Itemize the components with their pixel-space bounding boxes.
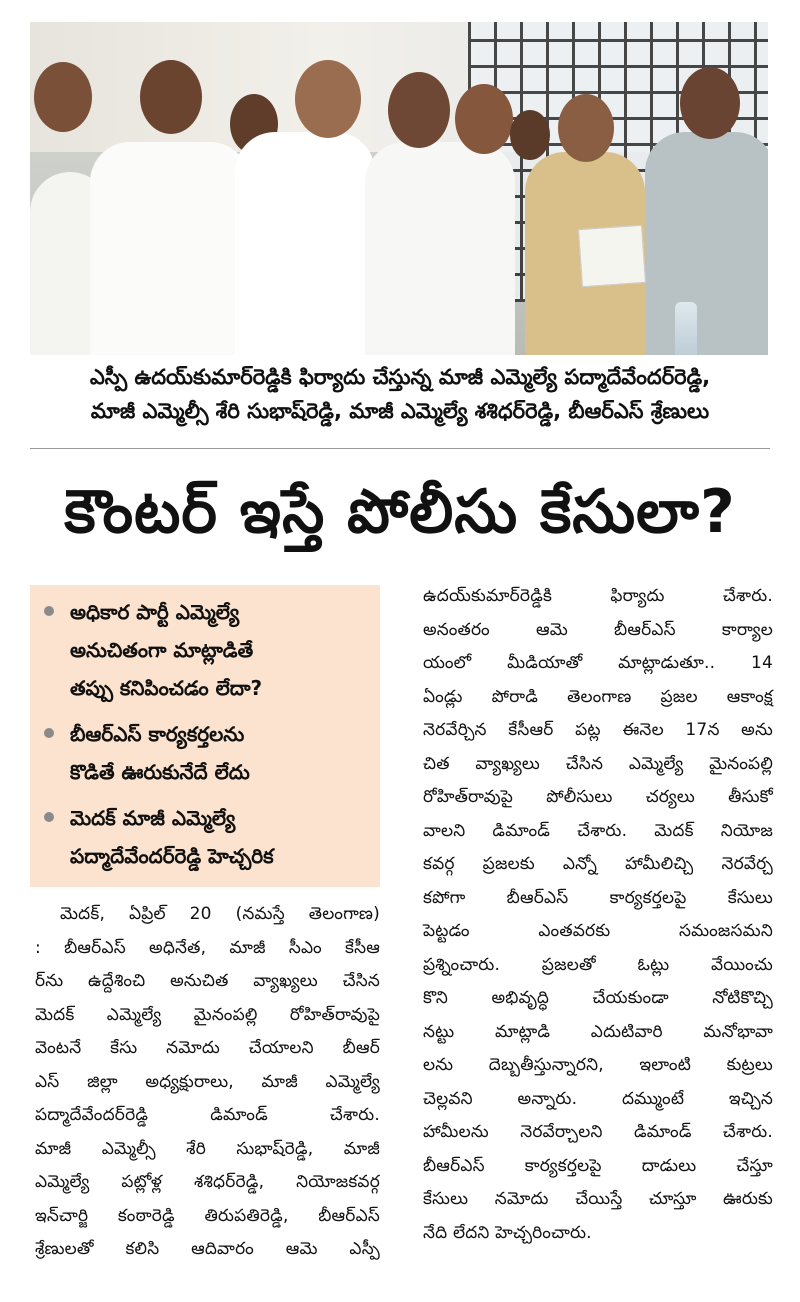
article-line: మెదక్, ఏప్రిల్ 20 (నమస్తే తెలంగాణ): [60, 904, 380, 924]
highlight-line: పద్మాదేవేందర్‌రెడ్డి హెచ్చరిక: [70, 844, 274, 868]
article-column-right: [423, 580, 773, 1250]
article-line: యంలో మీడియాతో మాట్లాడుతూ.. 14: [423, 653, 773, 673]
article-line: ఎమ్మెల్యే పట్లోళ్ల శశిధర్‌రెడ్డి, నియోజకవర్గ: [35, 1172, 380, 1192]
article-line: ఎస్ జిల్లా అధ్యక్షురాలు, మాజీ ఎమ్మెల్యే: [35, 1071, 380, 1092]
article-line: వాలని డిమాండ్ చేశారు. మెదక్ నియోజ: [423, 820, 773, 841]
article-line: వెంటనే కేసు నమోదు చేయాలని బీఆర్: [35, 1038, 380, 1058]
article-line: పద్మాదేవేందర్‌రెడ్డి డిమాండ్ చేశారు.: [35, 1105, 380, 1125]
article-line: ఇన్‌చార్జి కంఠారెడ్డి తిరుపతిరెడ్డి, బీఆర్‌ఎస్: [35, 1205, 380, 1226]
article-line: ఉదయ్‌కుమార్‌రెడ్డికి ఫిర్యాదు చేశారు.: [423, 586, 773, 606]
caption-line: మాజీ ఎమ్మెల్సీ శేరి సుభాష్‌రెడ్డి, మాజీ ఎమ్మెల్యే శశిధర్‌రెడ్డి, బీఆర్‌ఎస్ శ్రేణులు: [90, 399, 710, 423]
divider: [30, 448, 770, 449]
news-photo: [30, 22, 768, 355]
article-line: కపోగా బీఆర్‌ఎస్ కార్యకర్తలపై కేసులు: [423, 887, 773, 908]
article-line: మెదక్ ఎమ్మెల్యే మైనంపల్లి రోహిత్‌రావుపై: [35, 1004, 380, 1025]
article-line: పెట్టడం ఎంతవరకు సమంజసమని: [423, 921, 773, 941]
article-line: ర్‌ను ఉద్దేశించి అనుచిత వ్యాఖ్యలు చేసిన: [35, 971, 380, 991]
headline: కౌంటర్ ఇస్తే పోలీసు కేసులా?: [64, 477, 736, 547]
article-line: : బీఆర్‌ఎస్ అధినేత, మాజీ సీఎం కేసీఆ: [35, 937, 380, 958]
caption-line: ఎస్పీ ఉదయ్‌కుమార్‌రెడ్డికి ఫిర్యాదు చేస్తున్న మాజీ ఎమ్మెల్యే పద్మాదేవేందర్‌రెడ్డి,: [89, 365, 711, 389]
highlight-line: బీఆర్‌ఎస్ కార్యకర్తలను: [70, 722, 245, 746]
article-line: శ్రేణులతో కలిసి ఆదివారం ఆమె ఎస్పీ: [35, 1239, 380, 1259]
article-column-left: [35, 898, 380, 1267]
article-line: బీఆర్‌ఎస్ కార్యకర్తలపై దాడులు చేస్తూ: [423, 1155, 773, 1176]
bullet-icon: [44, 606, 54, 616]
article-line: కేసులు నమోదు చేయిస్తే చూస్తూ ఊరుకు: [423, 1189, 773, 1209]
highlight-line: కొడితే ఊరుకునేదే లేదు: [70, 760, 250, 784]
bullet-icon: [44, 812, 54, 822]
highlight-line: అధికార పార్టీ ఎమ్మెల్యే: [70, 600, 240, 624]
article-line: ప్రశ్నించారు. ప్రజలతో ఓట్లు వేయించు: [423, 954, 773, 975]
highlight-item: [48, 715, 378, 791]
highlight-item: [48, 593, 378, 707]
bullet-icon: [44, 728, 54, 738]
article-line: నట్టు మాట్లాడి ఎదుటివారి మనోభావా: [423, 1021, 773, 1042]
highlights-box: [30, 585, 380, 887]
article-line: లను దెబ్బతీస్తున్నారని, ఇలాంటి కుట్రలు: [423, 1055, 773, 1075]
highlight-line: అనుచితంగా మాట్లాడితే: [70, 638, 254, 662]
highlight-line: మెదక్ మాజీ ఎమ్మెల్యే: [70, 806, 236, 830]
highlight-item: [48, 799, 378, 875]
article-line: కొని అభివృద్ధి చేయకుండా నోటికొచ్చి: [423, 988, 773, 1008]
article-line: చిత వ్యాఖ్యలు చేసిన ఎమ్మెల్యే మైనంపల్లి: [423, 753, 773, 774]
photo-caption: [30, 360, 770, 428]
article-line: చెల్లవని అన్నారు. దమ్ముంటే ఇచ్చిన: [423, 1088, 773, 1109]
article-line: నేది లేదని హెచ్చరించారు.: [423, 1222, 592, 1243]
article-line: మాజీ ఎమ్మెల్సీ శేరి సుభాష్‌రెడ్డి, మాజీ: [35, 1138, 380, 1159]
article-line: హామీలను నెరవేర్చాలని డిమాండ్ చేశారు.: [423, 1122, 773, 1142]
article-line: అనంతరం ఆమె బీఆర్‌ఎస్ కార్యాల: [423, 619, 773, 640]
highlight-line: తప్పు కనిపించడం లేదా?: [70, 676, 263, 700]
article-line: నెరవేర్చిన కేసీఆర్ పట్ల ఈనెల 17న అను: [423, 720, 773, 740]
article-line: కవర్గ ప్రజలకు ఎన్నో హామీలిచ్చి నెరవేర్చ: [423, 854, 773, 874]
article-line: రోహిత్‌రావుపై పోలీసులు చర్యలు తీసుకో: [423, 787, 773, 807]
article-line: ఏండ్లు పోరాడి తెలంగాణ ప్రజల ఆకాంక్ష: [423, 686, 773, 707]
